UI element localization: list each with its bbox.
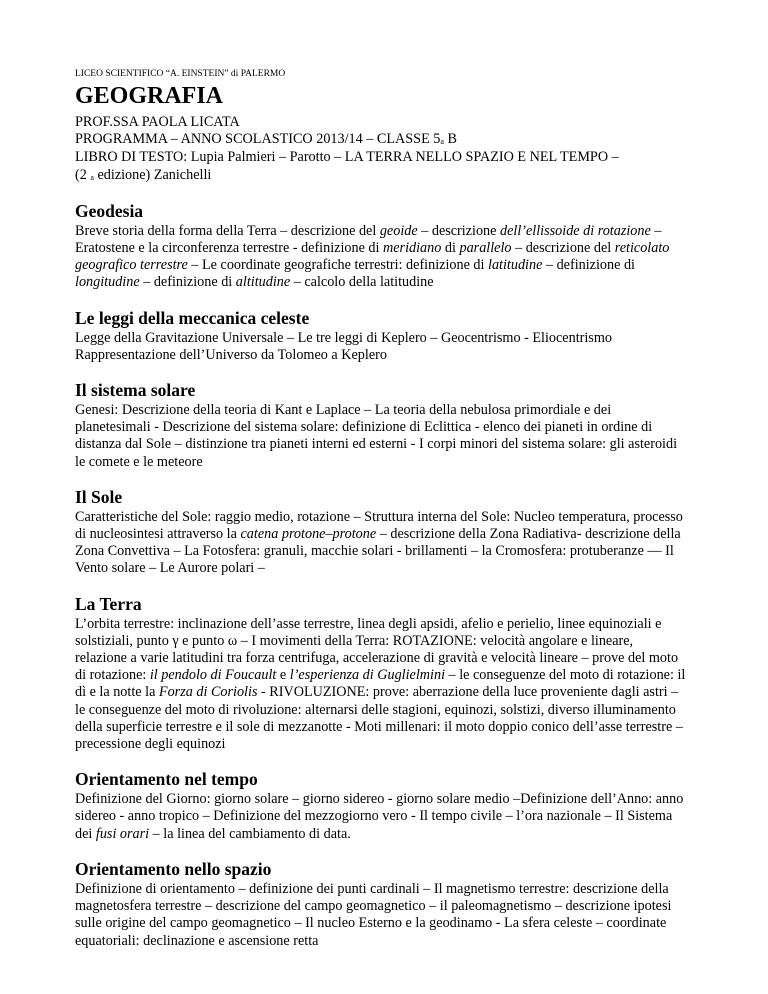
- section-heading: La Terra: [75, 593, 142, 614]
- section: [75, 487, 688, 578]
- section-body: [75, 223, 688, 292]
- section-body: [75, 402, 688, 471]
- body-text: – definizione di: [542, 257, 635, 274]
- section: [75, 380, 688, 471]
- edition-open: (2: [75, 166, 91, 183]
- body-text: – la linea del cambiamento di data.: [149, 825, 351, 842]
- section-heading: Il Sole: [75, 486, 123, 507]
- body-text: - RIVOLUZIONE: prove: aberrazione della luce proveniente dagli astri – le conseguenze del moto di rivoluzione: alternarsi delle stagioni, equinozi, solstizi, diverso illuminamento della superficie terrestre e il sole di mezzanotte - Moti millenari: il moto doppio conico dell’asse terrestre – precessione degli equinozi: [75, 684, 683, 753]
- emphasized-term: reticolato geografico terrestre: [75, 240, 670, 274]
- section-body: [75, 509, 688, 578]
- body-text: – descrizione della Zona Radiativa- descrizione della Zona Convettiva – La Fotosfera: granuli, macchie solari - brillamenti – la Cromosfera: protuberanze –– Il Vento solare – Le Aurore polari –: [75, 526, 681, 577]
- emphasized-term: Forza di Coriolis: [158, 684, 258, 701]
- emphasized-term: dell’ellissoide di rotazione: [500, 222, 651, 239]
- section: [75, 308, 688, 364]
- page-title: GEOGRAFIA: [75, 83, 224, 109]
- body-text: e: [276, 667, 290, 684]
- body-text: Definizione del Giorno: giorno solare – giorno sidereo - giorno solare medio –Definizione dell’Anno: anno sidereo - anno tropico – Definizione del mezzogiorno vero - Il tempo civile – l’ora nazionale – Il Sistema dei: [75, 791, 684, 842]
- textbook-line: LIBRO DI TESTO: Lupia Palmieri – Parotto – LA TERRA NELLO SPAZIO E NEL TEMPO –: [75, 149, 619, 166]
- body-text: – descrizione: [417, 222, 500, 239]
- school-name: LICEO SCIENTIFICO “A. EINSTEIN” di PALERMO: [75, 69, 286, 79]
- emphasized-term: parallelo: [459, 240, 512, 257]
- body-text: Breve storia della forma della Terra – descrizione del: [75, 222, 380, 239]
- body-text: Caratteristiche del Sole: raggio medio, rotazione – Struttura interna del Sole: Nucleo temperatura, processo di nucleosintesi attraverso la: [75, 508, 683, 543]
- body-text: Definizione di orientamento – definizione dei punti cardinali – Il magnetismo terrestre: descrizione della magnetosfera terrestre – descrizione del campo geomagnetico – il paleomagnetismo – descrizione ipotesi sulle origine del campo geomagnetico – Il nucleo Esterno e la geodinamo - La sfera celeste – coordinate equatoriali: declinazione e ascensione retta: [75, 880, 672, 949]
- emphasized-term: geoide: [379, 222, 418, 239]
- program-suffix: B: [443, 131, 457, 148]
- body-text: di: [441, 240, 460, 257]
- section-heading: Orientamento nel tempo: [75, 769, 258, 790]
- program-sub: a: [440, 137, 444, 147]
- teacher-name: PROF.SSA PAOLA LICATA: [75, 114, 240, 130]
- section-body: [75, 330, 688, 364]
- edition-sub: a: [90, 172, 94, 182]
- program-prefix: PROGRAMMA – ANNO SCOLASTICO 2013/14 – CLASSE 5: [75, 131, 441, 148]
- section: [75, 859, 688, 950]
- edition-rest: edizione) Zanichelli: [93, 166, 212, 183]
- emphasized-term: longitudine: [75, 274, 140, 291]
- body-text: – le conseguenze del moto di rotazione: il dì e la notte la: [75, 667, 686, 701]
- body-text: – descrizione del: [511, 240, 615, 257]
- section-body: [75, 616, 688, 754]
- body-text: – Le coordinate geografiche terrestri: definizione di: [187, 257, 488, 274]
- body-text: Rappresentazione dell’Universo da Tolomeo a Keplero: [75, 346, 387, 363]
- section-heading: Le leggi della meccanica celeste: [75, 307, 310, 328]
- section-heading: Il sistema solare: [75, 380, 196, 401]
- emphasized-term: il pendolo di Foucault: [149, 667, 277, 684]
- body-text: – calcolo della latitudine: [290, 274, 434, 291]
- body-text: Legge della Gravitazione Universale – Le tre leggi di Keplero – Geocentrismo - Eliocentrismo: [75, 329, 612, 346]
- body-text: – definizione di: [139, 274, 236, 291]
- program-line: [75, 131, 688, 149]
- section-body: [75, 881, 688, 950]
- body-text: L’orbita terrestre: inclinazione dell’asse terrestre, linea degli apsidi, afelio e perielio, linee equinoziali e solstiziali, punto γ e punto ω – I movimenti della Terra: ROTAZIONE: velocità angolare e lineare, relazione a varie latitudini tra forza centrifuga, accelerazione di gravità e velocità lineare – prove del moto di rotazione:: [75, 615, 679, 684]
- section: [75, 201, 688, 292]
- emphasized-term: fusi orari: [95, 825, 150, 842]
- emphasized-term: catena protone–protone: [240, 526, 377, 543]
- section-body: [75, 791, 688, 843]
- section-heading: Orientamento nello spazio: [75, 858, 272, 879]
- body-text: – Eratostene e la circonferenza terrestre - definizione di: [75, 222, 662, 257]
- edition-line: [75, 167, 688, 185]
- emphasized-term: meridiano: [383, 240, 442, 257]
- emphasized-term: l’esperienza di Guglielmini: [289, 667, 446, 684]
- section: [75, 769, 688, 843]
- emphasized-term: latitudine: [488, 257, 543, 274]
- section-heading: Geodesia: [75, 200, 144, 221]
- emphasized-term: altitudine: [235, 274, 291, 291]
- sections-container: [75, 201, 688, 950]
- body-text: Genesi: Descrizione della teoria di Kant e Laplace – La teoria della nebulosa primordiale e dei planetesimali - Descrizione del sistema solare: definizione di Eclittica - elenco dei pianeti in ordine di distanza dal Sole – distinzione tra pianeti interni ed esterni - I corpi minori del sistema solare: gli asteroidi le comete e le meteore: [75, 402, 678, 470]
- section: [75, 594, 688, 754]
